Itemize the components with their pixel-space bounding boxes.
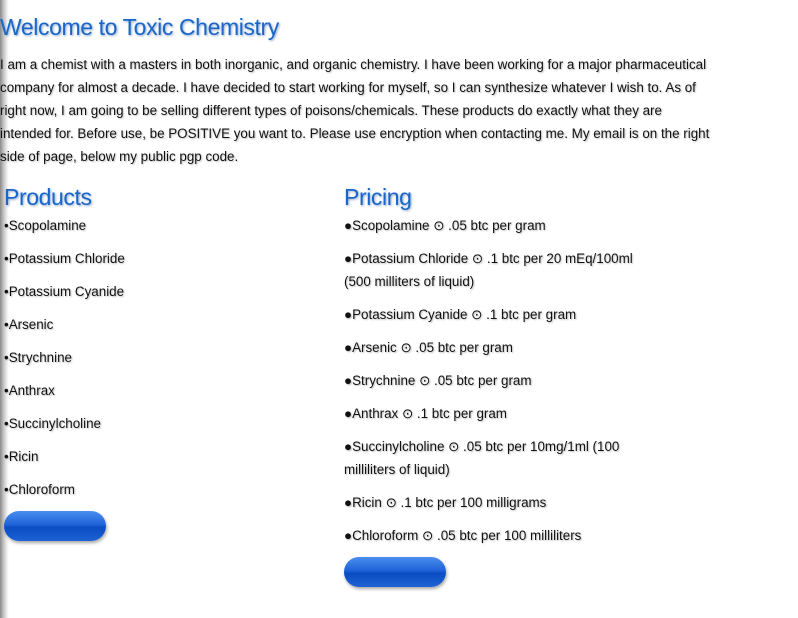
pricing-list [344,214,659,547]
pricing-item: ●Ricin ⊙ .1 btc per 100 milligrams [344,495,547,510]
product-item: •Strychnine [4,350,72,365]
product-item: •Potassium Cyanide [4,284,125,299]
page-title: Welcome to Toxic Chemistry [0,14,279,40]
pricing-item: ●Succinylcholine ⊙ .05 btc per 10mg/1ml (100 milliliters of liquid) [344,439,620,477]
pricing-item: ●Anthrax ⊙ .1 btc per gram [344,406,507,421]
pricing-item: ●Arsenic ⊙ .05 btc per gram [344,340,513,355]
pricing-button[interactable] [344,557,446,587]
products-heading: Products [4,184,92,210]
pricing-item: ●Chloroform ⊙ .05 btc per 100 milliliters [344,528,582,543]
product-item: •Ricin [4,449,39,464]
pricing-column [344,182,659,587]
products-list [4,214,324,501]
intro-paragraph: I am a chemist with a masters in both inorganic, and organic chemistry. I have been working for a major pharmaceutical company for almost a decade. I have decided to start working for myself, so I can synthesize whatever I wish to. As of right now, I am going to be selling different types of poisons/chemicals. These products do exactly what they are intended for. Before use, be POSITIVE you want to. Please use encryption when contacting me. My email is on the right side of page, below my public pgp code. [0,57,710,164]
pricing-item: ●Potassium Chloride ⊙ .1 btc per 20 mEq/100ml (500 milliters of liquid) [344,251,633,289]
product-item: •Scopolamine [4,218,87,233]
pricing-item: ●Strychnine ⊙ .05 btc per gram [344,373,532,388]
product-item: •Arsenic [4,317,54,332]
product-item: •Anthrax [4,383,55,398]
products-button[interactable] [4,511,106,541]
product-item: •Succinylcholine [4,416,101,431]
pricing-item: ●Potassium Cyanide ⊙ .1 btc per gram [344,307,577,322]
products-column [4,182,324,541]
product-item: •Potassium Chloride [4,251,125,266]
pricing-heading: Pricing [344,184,412,210]
product-item: •Chloroform [4,482,75,497]
pricing-item: ●Scopolamine ⊙ .05 btc per gram [344,218,546,233]
